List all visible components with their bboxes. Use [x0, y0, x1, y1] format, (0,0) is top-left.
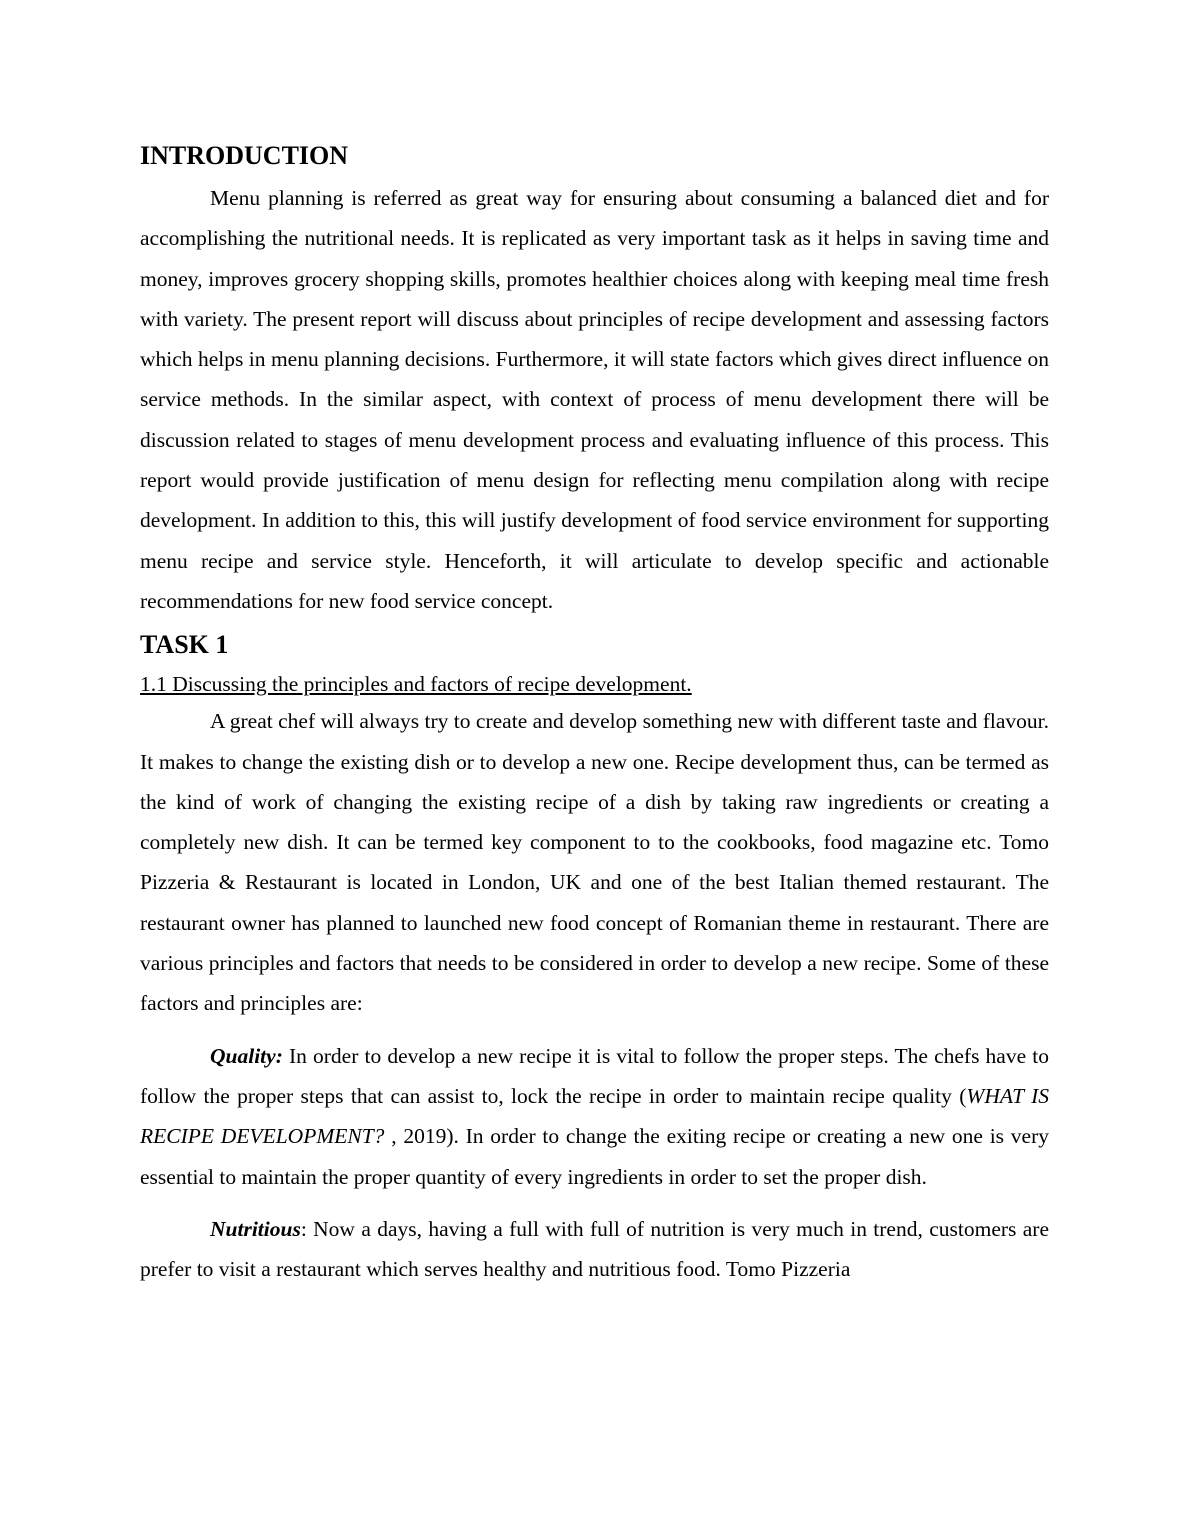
introduction-paragraph: Menu planning is referred as great way for ensuring about consuming a balanced diet and for accomplishing the nutritional needs. It is replicated as very important task as it helps in saving time and money, improves grocery shopping skills, promotes healthier choices along with keeping meal time fresh with variety. The present report will discuss about principles of recipe development and assessing factors which helps in menu planning decisions. Furthermore, it will state factors which gives direct influence on service methods. In the similar aspect, with context of process of menu development there will be discussion related to stages of menu development process and evaluating influence of this process. This report would provide justification of menu design for reflecting menu compilation along with recipe development. In addition to this, this will justify development of food service environment for supporting menu recipe and service style. Henceforth, it will articulate to develop specific and actionable recommendations for new food service concept.: [140, 186, 1049, 613]
section-1-1-subheading: 1.1 Discussing the principles and factors of recipe development.: [140, 672, 692, 697]
quality-text: In order to develop a new recipe it is vital to follow the proper steps. The chefs have to follow the proper steps that can assist to, lock the recipe in order to maintain recipe quality (: [140, 1043, 1049, 1108]
task1-heading: TASK 1: [140, 630, 229, 660]
quality-citation: WHAT IS RECIPE DEVELOPMENT?: [140, 1083, 1050, 1149]
introduction-heading: INTRODUCTION: [140, 141, 349, 170]
quality-paragraph: [140, 1036, 1049, 1197]
nutritious-text: : Now a days, having a full with full of nutrition is very much in trend, customers are prefer to visit a restaurant which serves healthy and nutritious food. Tomo Pizzeria: [140, 1216, 1049, 1282]
recipe-development-paragraph: A great chef will always try to create and develop something new with different taste and flavour. It makes to change the existing dish or to develop a new one. Recipe development thus, can be termed as the kind of work of changing the existing recipe of a dish by taking raw ingredients or creating a completely new dish. It can be termed key component to to the cookbooks, food magazine etc. Tomo Pizzeria & Restaurant is located in London, UK and one of the best Italian themed restaurant. The restaurant owner has planned to launched new food concept of Romanian theme in restaurant. There are various principles and factors that needs to be considered in order to develop a new recipe. Some of these factors and principles are:: [140, 709, 1049, 1016]
quality-text-end: , 2019). In order to change the exiting recipe or creating a new one is very essential to maintain the proper quantity of every ingredients in order to set the proper dish.: [140, 1124, 1049, 1189]
nutritious-lead: Nutritious: [210, 1216, 301, 1241]
quality-lead: Quality:: [210, 1043, 283, 1068]
nutritious-paragraph: [140, 1209, 1049, 1290]
document-page: [140, 138, 1049, 1289]
